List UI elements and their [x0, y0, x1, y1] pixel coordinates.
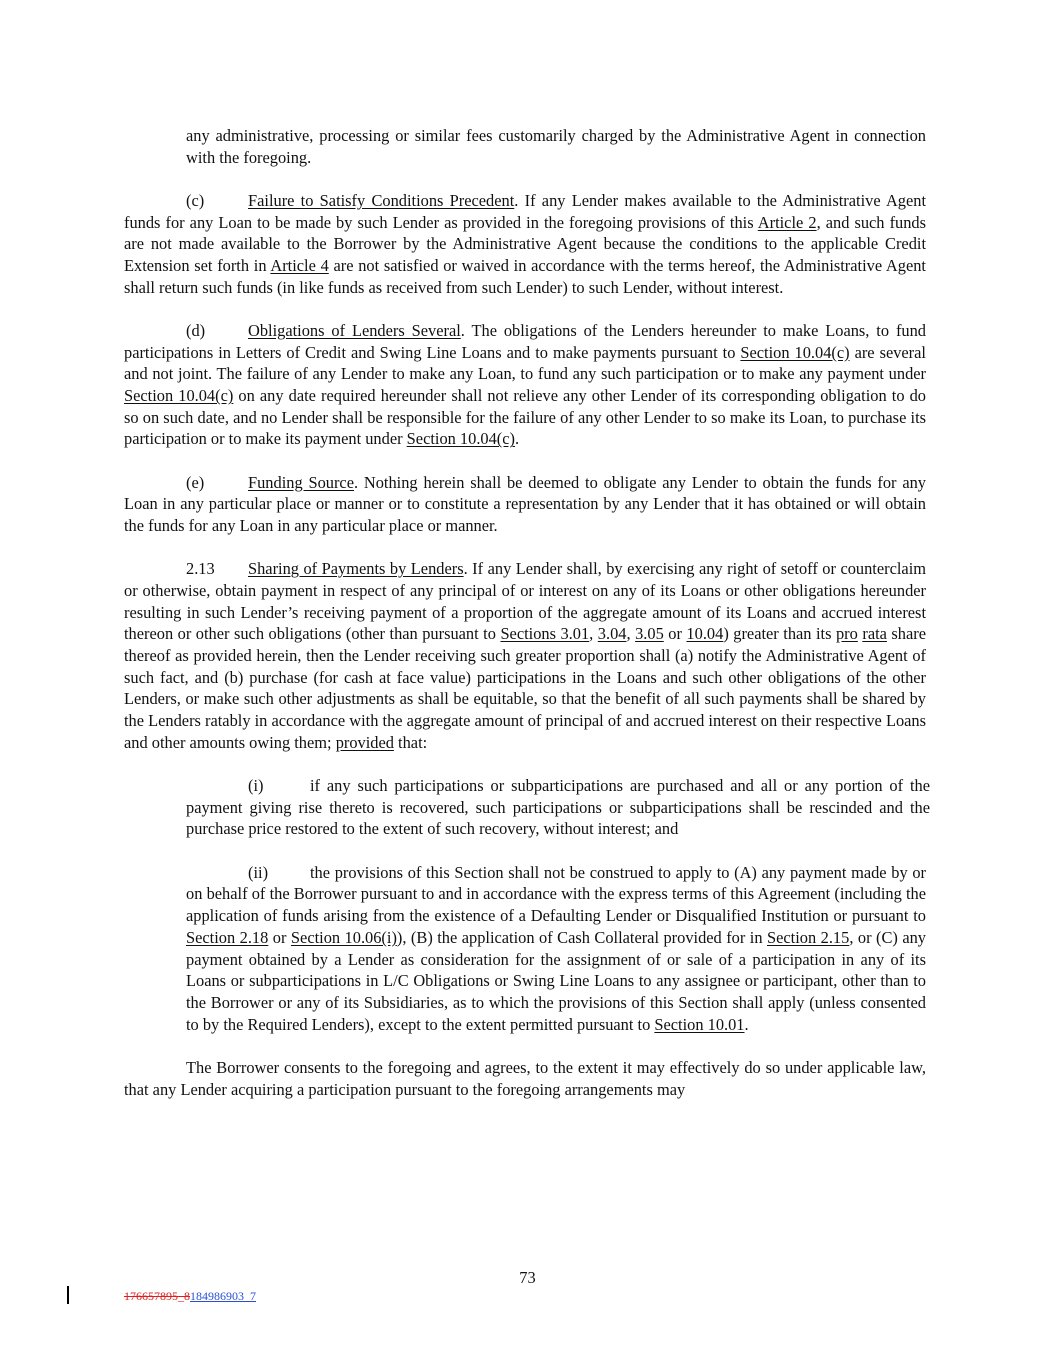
cross-reference: Section 10.04(c) — [406, 429, 516, 449]
cross-reference: 10.04 — [686, 624, 724, 644]
cross-reference: Section 10.01 — [654, 1014, 745, 1034]
cross-reference: Article 2 — [757, 212, 817, 232]
document-id-inserted: 184986903_7 — [190, 1289, 256, 1303]
text-run: the provisions of this Section shall not be construed to apply to (A) any payment made by or on behalf of the Borrower pursuant to and in accordance with the express terms of this Agreement (including the application of funds arising from the existence of a Defaulting Lender or Disqualified Institution or pursuant to — [186, 862, 926, 926]
latin-term-pro: pro — [835, 624, 858, 644]
section-number: 2.13 — [186, 559, 215, 579]
text-run: if any such participations or subparticipations are purchased and all or any portion of the payment giving rise thereto is recovered, such participations or subparticipations shall be rescinded and the purchase price restored to the extent of such recovery, without interest; and — [186, 776, 930, 839]
sub-clause-i — [186, 775, 930, 840]
clause-number: (ii) — [248, 862, 269, 882]
section-heading: Sharing of Payments by Lenders — [248, 559, 464, 579]
paragraph-c — [124, 190, 926, 299]
paragraph-number: (d) — [186, 320, 206, 340]
paragraph-number: (c) — [186, 190, 205, 210]
section-heading: Funding Source — [248, 472, 354, 492]
text-run: . The obligations of the Lenders hereunder to make Loans, to fund participations in Letters of Credit and Swing Line Loans and to make payments pursuant to — [124, 320, 926, 362]
clause-number: (i) — [248, 776, 264, 796]
text-run: . Nothing herein shall be deemed to obligate any Lender to obtain the funds for any Loan in any particular place or manner or to constitute a representation by any Lender that it has obtained or will obtain the funds for any Loan in any particular place or manner. — [124, 472, 926, 536]
latin-term-rata: rata — [862, 624, 887, 644]
sub-clauses — [186, 775, 930, 1035]
section-heading: Obligations of Lenders Several — [248, 320, 461, 340]
text-run: are several and not joint. The failure of any Lender to make any Loan, to fund any such participation or to make any payment under — [124, 342, 926, 384]
text-run: or — [663, 624, 687, 644]
cross-reference: Section 2.18 — [186, 927, 269, 947]
paragraph-number: (e) — [186, 472, 205, 492]
cross-reference: 3.05 — [635, 624, 664, 644]
text-run: are not satisfied or waived in accordance with the terms hereof, the Administrative Agent shall return such funds (in like funds as received from such Lender) to such Lender, without interest. — [124, 256, 926, 297]
cross-reference: Sections 3.01 — [500, 624, 590, 644]
document-id — [124, 1289, 256, 1304]
document-id-deleted: 176657895_8 — [124, 1289, 190, 1303]
cross-reference: Article 4 — [270, 256, 329, 276]
text-run: ), (B) the application of Cash Collateral provided for in — [396, 927, 767, 947]
paragraph-e — [124, 472, 926, 537]
text-run: , and such funds are not made available to the Borrower by the Administrative Agent because the conditions to the applicable Credit Extension set forth in — [124, 212, 926, 276]
page-number: 73 — [519, 1268, 536, 1287]
cross-reference: Section 10.06(i) — [290, 927, 397, 947]
text-run: . If any Lender makes available to the Administrative Agent funds for any Loan to be made by such Lender as provided in the foregoing provisions of this — [124, 190, 926, 232]
document-body — [124, 125, 930, 1122]
cross-reference: Section 10.04(c) — [740, 342, 850, 362]
text-run: , — [626, 624, 636, 644]
text-run: . If any Lender shall, by exercising any right of setoff or counterclaim or otherwise, obtain payment in respect of any principal of or interest on any of its Loans or other obligations hereunder resulting in such Lender’s receiving payment of a proportion of the aggregate amount of its Loans and accrued interest thereon or other such obligations (other than pursuant to — [124, 559, 926, 644]
section-2-13 — [124, 558, 926, 753]
paragraph-borrower-consent: The Borrower consents to the foregoing and agrees, to the extent it may effectively do so under applicable law, that any Lender acquiring a participation pursuant to the foregoing arrangements may — [124, 1057, 926, 1099]
text-run: on any date required hereunder shall not relieve any other Lender of its corresponding obligation to do so on such date, and no Lender shall be responsible for the failure of any other Lender to so make its Loan, to purchase its participation or to make its payment under — [124, 386, 926, 449]
text-run: or — [268, 927, 291, 947]
paragraph-continuation: any administrative, processing or similar fees customarily charged by the Administrative Agent in connection with the foregoing. — [186, 126, 926, 167]
paragraph-d — [124, 320, 926, 450]
provided-term: provided — [335, 732, 394, 752]
section-heading: Failure to Satisfy Conditions Precedent — [248, 190, 515, 210]
change-bar — [67, 1286, 69, 1304]
text-run: . — [744, 1014, 749, 1034]
text-run: that: — [393, 732, 428, 752]
cross-reference: Section 2.15 — [767, 927, 850, 947]
text-run: , or (C) any payment obtained by a Lender as consideration for the assignment of or sale of a participation in any of its Loans or subparticipations in L/C Obligations or Swing Line Loans to any assignee or participant, other than to the Borrower or any of its Subsidiaries, as to which the provisions of this Section shall apply (unless consented to by the Required Lenders), except to the extent permitted pursuant to — [186, 927, 926, 1034]
text-run: share thereof as provided herein, then the Lender receiving such greater proportion shall (a) notify the Administrative Agent of such fact, and (b) purchase (for cash at face value) participations in the Loans and such other obligations of the other Lenders, or make such other adjustments as shall be equitable, so that the benefit of all such payments shall be shared by the Lenders ratably in accordance with the aggregate amount of principal of and accrued interest on their respective Loans and other amounts owing them; — [124, 624, 927, 752]
cross-reference: Section 10.04(c) — [124, 386, 234, 406]
text-run: , — [589, 624, 598, 644]
sub-clause-ii — [186, 862, 926, 1036]
text-run: . — [515, 429, 520, 449]
text-run: ) greater than its — [723, 624, 836, 644]
cross-reference: 3.04 — [597, 624, 627, 644]
